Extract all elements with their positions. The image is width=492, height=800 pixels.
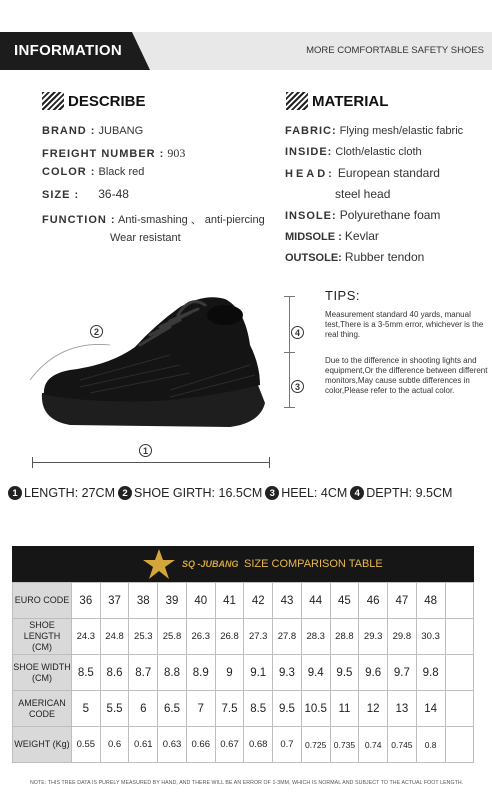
spec-key: MIDSOLE : xyxy=(285,231,342,243)
marker-3: 3 xyxy=(291,380,304,393)
dim-label: SHOE GIRTH: 16.5CM xyxy=(134,486,263,500)
table-cell: 46 xyxy=(359,583,388,619)
dim-number: 4 xyxy=(350,486,364,500)
table-cell: 42 xyxy=(244,583,273,619)
describe-row-color xyxy=(42,166,144,178)
table-cell: 0.61 xyxy=(129,727,158,763)
describe-heading-label: DESCRIBE xyxy=(68,92,146,110)
table-note: NOTE: THIS TREE DATA IS PURELY MEASURED BY HAND, AND THERE WILL BE AN ERROR OF 1-3MM, WHICH IS NORMAL AND SUBJECT TO THE ACTUAL FOOT LENGTH. xyxy=(30,780,464,786)
dim-label: DEPTH: 9.5CM xyxy=(366,486,453,500)
material-row-midsole xyxy=(285,229,379,243)
material-row-head-2 xyxy=(335,187,390,201)
table-cell: 0.63 xyxy=(158,727,187,763)
spec-value: steel head xyxy=(335,187,391,201)
table-cell: 28.3 xyxy=(301,619,330,655)
table-cell: 0.74 xyxy=(359,727,388,763)
table-cell: 27.3 xyxy=(244,619,273,655)
table-cell: 0.55 xyxy=(71,727,100,763)
material-row-insole xyxy=(285,208,440,222)
spec-value: Rubber tendon xyxy=(344,250,425,264)
table-cell: 0.735 xyxy=(330,727,359,763)
dim-heel xyxy=(265,486,347,500)
table-cell: 37 xyxy=(100,583,129,619)
table-cell: 41 xyxy=(215,583,244,619)
dim-label: LENGTH: 27CM xyxy=(24,486,115,500)
table-cell: 9.6 xyxy=(359,655,388,691)
table-cell-empty xyxy=(445,583,474,619)
size-table xyxy=(12,546,474,763)
table-cell: 14 xyxy=(416,691,445,727)
spec-key: FUNCTION : xyxy=(42,214,116,226)
size-table-grid xyxy=(12,582,474,763)
spec-key: BRAND : xyxy=(42,125,96,137)
table-cell: 8.5 xyxy=(244,691,273,727)
table-cell: 9.3 xyxy=(273,655,302,691)
table-cell: 48 xyxy=(416,583,445,619)
table-cell: 28.8 xyxy=(330,619,359,655)
shoe-collar xyxy=(207,305,243,325)
spec-key: COLOR : xyxy=(42,166,96,178)
spec-key: SIZE : xyxy=(42,189,80,201)
spec-key: INSIDE: xyxy=(285,146,333,158)
star-logo-icon xyxy=(142,548,176,580)
table-cell: 29.8 xyxy=(388,619,417,655)
spec-key: HEAD: xyxy=(285,168,335,180)
table-cell: 7 xyxy=(186,691,215,727)
table-row xyxy=(13,619,474,655)
table-row-header: SHOE LENGTH (CM) xyxy=(13,619,72,655)
table-cell: 6.5 xyxy=(158,691,187,727)
table-cell: 8.6 xyxy=(100,655,129,691)
tips-text-1: Measurement standard 40 yards, manual test,There is a 3-5mm error, whichever is the real thing. xyxy=(325,310,484,339)
marker-1: 1 xyxy=(139,444,152,457)
table-cell: 43 xyxy=(273,583,302,619)
spec-value: Cloth/elastic cloth xyxy=(335,146,422,158)
dim-depth xyxy=(350,486,452,500)
table-cell: 29.3 xyxy=(359,619,388,655)
table-cell: 0.68 xyxy=(244,727,273,763)
material-heading-label: MATERIAL xyxy=(312,92,389,110)
table-cell: 9.4 xyxy=(301,655,330,691)
table-cell: 9 xyxy=(215,655,244,691)
spec-value: Polyurethane foam xyxy=(339,208,441,222)
info-banner xyxy=(0,32,492,70)
table-cell-empty xyxy=(445,691,474,727)
length-tick-right xyxy=(269,457,270,468)
table-cell: 9.1 xyxy=(244,655,273,691)
table-cell: 6 xyxy=(129,691,158,727)
table-cell: 38 xyxy=(129,583,158,619)
table-row-header: WEIGHT (Kg) xyxy=(13,727,72,763)
table-cell: 0.67 xyxy=(215,727,244,763)
table-cell: 0.725 xyxy=(301,727,330,763)
table-cell: 0.6 xyxy=(100,727,129,763)
table-cell: 11 xyxy=(330,691,359,727)
table-cell: 7.5 xyxy=(215,691,244,727)
dimensions-row xyxy=(8,486,452,500)
material-row-fabric xyxy=(285,125,463,137)
vertical-tick-mid xyxy=(284,352,295,353)
spec-key: OUTSOLE: xyxy=(285,252,342,264)
material-row-head xyxy=(285,166,440,180)
table-cell: 27.8 xyxy=(273,619,302,655)
table-row-header: EURO CODE xyxy=(13,583,72,619)
table-cell: 0.7 xyxy=(273,727,302,763)
banner-title: INFORMATION xyxy=(14,42,123,59)
table-cell: 9.7 xyxy=(388,655,417,691)
describe-heading xyxy=(42,92,146,110)
marker-2: 2 xyxy=(90,325,103,338)
table-cell: 24.3 xyxy=(71,619,100,655)
spec-key: INSOLE: xyxy=(285,210,337,222)
table-cell: 9.5 xyxy=(273,691,302,727)
table-cell: 8.8 xyxy=(158,655,187,691)
spec-value: Black red xyxy=(98,166,145,178)
dim-number: 3 xyxy=(265,486,279,500)
describe-row-function-2 xyxy=(110,232,181,244)
marker-4: 4 xyxy=(291,326,304,339)
table-cell: 8.9 xyxy=(186,655,215,691)
table-cell: 9.5 xyxy=(330,655,359,691)
tips-title: TIPS: xyxy=(325,288,361,303)
table-cell-empty xyxy=(445,655,474,691)
spec-key: FREIGHT NUMBER : xyxy=(42,148,165,160)
describe-row-brand xyxy=(42,125,143,137)
spec-value: JUBANG xyxy=(98,125,144,137)
shoe-illustration xyxy=(20,285,300,475)
dim-number: 1 xyxy=(8,486,22,500)
table-cell: 8.7 xyxy=(129,655,158,691)
table-cell: 30.3 xyxy=(416,619,445,655)
size-table-header xyxy=(12,546,474,582)
material-heading xyxy=(286,92,388,110)
table-cell: 12 xyxy=(359,691,388,727)
table-row xyxy=(13,655,474,691)
table-cell: 26.8 xyxy=(215,619,244,655)
table-row xyxy=(13,691,474,727)
material-row-outsole xyxy=(285,250,424,264)
table-cell: 5.5 xyxy=(100,691,129,727)
shoe-image xyxy=(20,285,300,475)
table-cell: 0.66 xyxy=(186,727,215,763)
table-title: SIZE COMPARISON TABLE xyxy=(244,558,383,570)
table-row-header: SHOE WIDTH (CM) xyxy=(13,655,72,691)
dim-label: HEEL: 4CM xyxy=(281,486,348,500)
describe-row-size xyxy=(42,187,129,201)
hatch-icon xyxy=(286,92,308,110)
spec-value: Flying mesh/elastic fabric xyxy=(339,125,464,137)
banner-subtitle: MORE COMFORTABLE SAFETY SHOES xyxy=(306,45,484,56)
describe-row-freight xyxy=(42,146,185,161)
hatch-icon xyxy=(42,92,64,110)
spec-value: 903 xyxy=(167,146,186,160)
table-cell: 5 xyxy=(71,691,100,727)
spec-value: Wear resistant xyxy=(110,232,181,244)
table-cell: 13 xyxy=(388,691,417,727)
length-tick-left xyxy=(32,457,33,468)
spec-value: Kevlar xyxy=(344,229,379,243)
table-cell: 8.5 xyxy=(71,655,100,691)
dim-length xyxy=(8,486,115,500)
table-cell-empty xyxy=(445,619,474,655)
table-cell: 36 xyxy=(71,583,100,619)
table-cell: 24.8 xyxy=(100,619,129,655)
material-row-inside xyxy=(285,146,422,158)
table-cell: 40 xyxy=(186,583,215,619)
vertical-tick-top xyxy=(284,296,295,297)
dim-number: 2 xyxy=(118,486,132,500)
table-row xyxy=(13,583,474,619)
table-cell: 25.8 xyxy=(158,619,187,655)
table-cell: 9.8 xyxy=(416,655,445,691)
table-cell: 25.3 xyxy=(129,619,158,655)
length-line xyxy=(32,462,270,463)
table-cell: 26.3 xyxy=(186,619,215,655)
table-cell-empty xyxy=(445,727,474,763)
spec-key: FABRIC: xyxy=(285,125,337,137)
vertical-tick-bottom xyxy=(284,407,295,408)
table-cell: 39 xyxy=(158,583,187,619)
dim-girth xyxy=(118,486,262,500)
table-cell: 0.8 xyxy=(416,727,445,763)
table-row-header: AMERICAN CODE xyxy=(13,691,72,727)
table-cell: 45 xyxy=(330,583,359,619)
table-cell: 10.5 xyxy=(301,691,330,727)
tips-text-2: Due to the difference in shooting lights and equipment,Or the difference between different monitors,May cause subtle differences in color,Please refer to the actual color. xyxy=(325,356,488,395)
table-row xyxy=(13,727,474,763)
describe-row-function xyxy=(42,211,265,227)
table-cell: 0.745 xyxy=(388,727,417,763)
table-cell: 47 xyxy=(388,583,417,619)
spec-value: 36-48 xyxy=(98,187,129,201)
spec-value: Anti-smashing 、 anti-piercing xyxy=(118,214,265,226)
table-cell: 44 xyxy=(301,583,330,619)
spec-value: European standard xyxy=(337,166,440,180)
table-brand: SQ -JUBANG xyxy=(182,559,239,569)
